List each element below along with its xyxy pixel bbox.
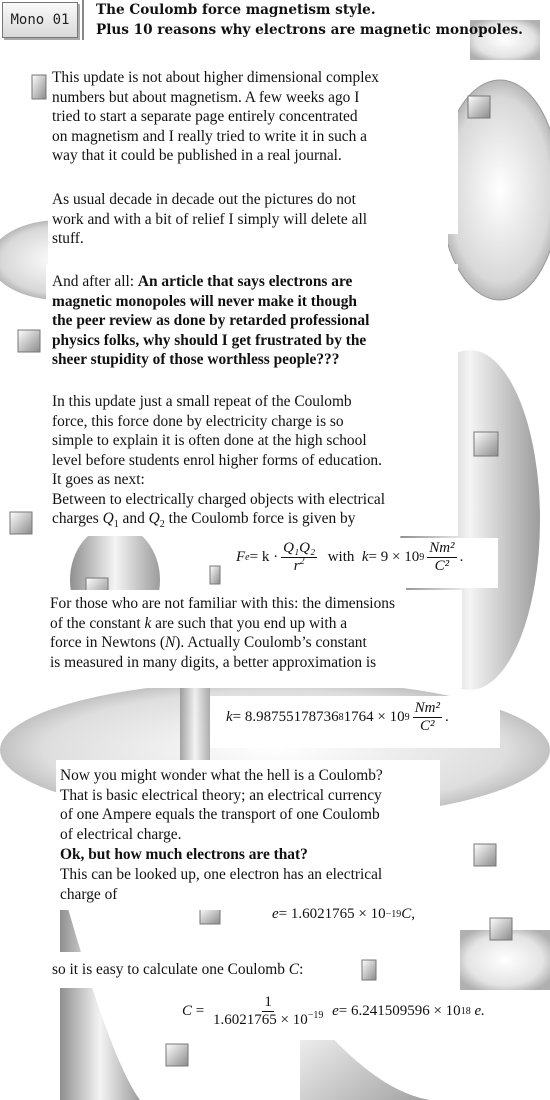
mono-logo: Mono 01 (2, 2, 78, 38)
coulomb-constant-equation: k = 8.98755178736 8 1764 × 10 9 $\frac{\text{Nm²}}{\text{C²}}$ . (226, 700, 449, 734)
k-value: = 9 × 10 (368, 549, 420, 565)
q2-symbol: Q (148, 510, 160, 527)
q1-symbol: Q (102, 510, 114, 527)
dimensions-text-c: ). Actually Coulomb’s constant is measured in many digits, a better approximation is (50, 634, 377, 671)
header-divider (82, 0, 84, 40)
force-symbol: F (236, 549, 246, 565)
e-value: = 1.6021765 × 10 (278, 906, 386, 922)
and-text: and (118, 510, 149, 527)
coulomb-force-equation: F e = k · $\frac{\text{Q₁Q₂}}{r^2}$ with k = 9 × 10 9 $\frac{\text{Nm²}}{\text{C²}}$ . (236, 540, 464, 574)
unit-numerator-2: Nm² (414, 700, 440, 716)
unit-numerator: Nm² (429, 540, 455, 556)
coulomb-denominator (211, 1012, 325, 1029)
period: . (459, 549, 464, 565)
unit-denominator-2: C² (420, 718, 435, 734)
electron-count-value: = 6.241509596 × 10 (338, 1003, 461, 1019)
coulomb-denominator-value: 1.6021765 × 10 (212, 1012, 308, 1028)
paragraph-intro: This update is not about higher dimensional complex numbers but about magnetism. A few weeks ago I tried to start a separate page entirely concentrated on magnetism and I really tried to write it in such a way that it could be published in a real journal. (52, 69, 379, 164)
dimensions-text-a: For those who are not familiar with this: the dimensions of the constant (50, 595, 395, 632)
unit-fraction-2 (413, 700, 442, 735)
r-symbol: r (293, 558, 300, 574)
charge-numerator: Q₁Q₂ (283, 540, 316, 556)
period-2: . (444, 709, 449, 725)
paragraph-coulomb-intro: In this update just a small repeat of the Coulomb force, this force done by electricity charge is so simple to explain it is often done at the high school level before students enrol higher forms of education. It goes as next: Between to electrically charged objects with electrical (52, 393, 386, 508)
c-symbol: C (182, 1003, 193, 1019)
paragraph-peer-review-intro: And after all: (52, 273, 138, 290)
with-text: with (320, 549, 362, 565)
electron-charge-equation: e = 1.6021765 × 10 −19 C, (272, 906, 415, 922)
q2-subscript: 2 (159, 519, 165, 531)
q1-subscript: 1 (113, 519, 119, 531)
k-precise-value: = 8.98755178736 (232, 709, 339, 725)
r-exponent: 2 (299, 556, 305, 567)
k-symbol: k (361, 549, 369, 565)
unit-denominator: C² (434, 558, 450, 574)
coulomb-fraction (211, 994, 325, 1029)
charges-text: charges (52, 510, 103, 527)
page-title: The Coulomb force magnetism style. Plus 10 reasons why electrons are magnetic monopoles. (96, 2, 523, 38)
force-given-text: the Coulomb force is given by (164, 510, 356, 527)
e-symbol-2: e (328, 1003, 339, 1019)
coulomb-denominator-exp: −19 (307, 1010, 324, 1021)
equals-k: = k · (249, 549, 279, 565)
charge-denominator (292, 558, 307, 575)
e-unit: C, (401, 906, 415, 922)
e-symbol-3: e. (470, 1003, 485, 1019)
charge-fraction (281, 540, 317, 575)
paragraph-peer-review (52, 272, 369, 370)
k-symbol-2: k (226, 709, 233, 725)
c-symbol-inline: C (288, 961, 300, 978)
dimensions-text-b: are such that you end up with a force in Newtons ( (50, 614, 348, 651)
coulomb-numerator: 1 (264, 994, 272, 1010)
paragraph-pictures: As usual decade in decade out the pictures do not work and with a bit of relief I simply will delete all stuff. (52, 191, 367, 247)
k-precise-value-2: 1764 × 10 (343, 709, 405, 725)
paragraph-what-is-coulomb: Now you might wonder what the hell is a Coulomb? That is basic electrical theory; an electrical currency of one Ampere equals the transport of one Coulomb of electrical charge. (60, 767, 383, 843)
e-symbol: e (272, 906, 279, 922)
calc-coulomb-text: so it is easy to calculate one Coulomb (52, 961, 289, 978)
equals-sign: = (192, 1003, 208, 1019)
paragraph-dimensions (50, 594, 395, 672)
k-symbol-inline: k (144, 614, 152, 632)
paragraph-electron-charge: This can be looked up, one electron has an electrical charge of (60, 866, 383, 903)
paragraph-calc-coulomb: so it is easy to calculate one Coulomb C: (52, 961, 304, 978)
paragraph-peer-review-bold: An article that says electrons are magnetic monopoles will never make it though the peer review as done by retarded professional physics folks, why should I get frustrated by the sheer stupidity of those worthless people??? (52, 273, 370, 368)
question-electron-count: Ok, but how much electrons are that? (60, 846, 308, 863)
unit-fraction (427, 540, 456, 575)
coulomb-electron-equation: C = $\frac{1}{1.6021765 \times 10^{-19}}$ e = 6.241509596 × 10 18 e. (182, 994, 485, 1028)
newton-symbol: N (164, 634, 176, 651)
paragraph-charges-line (52, 509, 355, 529)
